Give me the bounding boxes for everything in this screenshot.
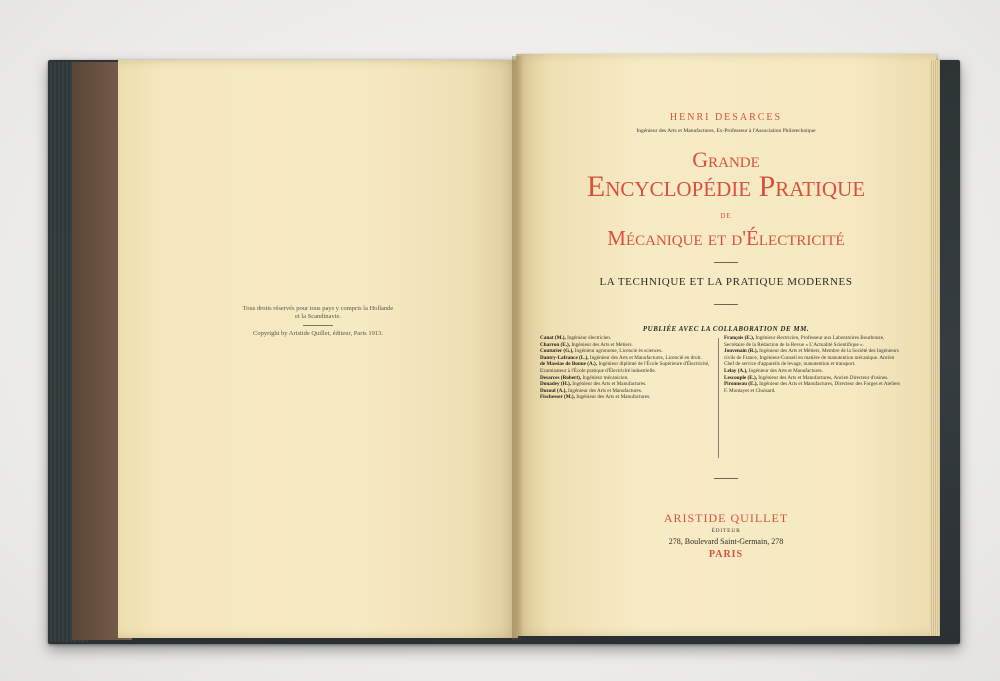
rights-line-2: et la Scandinavie. <box>294 313 342 320</box>
copyright-divider <box>303 325 333 326</box>
title-line-3: Mécanique et d'Électricité <box>607 226 845 250</box>
contributor-name: Canat (M.), <box>540 335 566 341</box>
contributor-entry <box>724 335 902 348</box>
left-page <box>118 60 518 638</box>
contributor-description: Ingénieur agronome, Licencié ès sciences. <box>573 348 663 355</box>
contributor-description: Ingénieur des Arts et Manufactures. <box>574 394 651 401</box>
contributor-entry <box>724 368 902 375</box>
contributor-name: Dantry-Lafrance (L.), <box>540 354 589 361</box>
author-credentials: Ingénieur des Arts et Manufactures, Ex-Professeur à l'Association Philotechnique <box>636 128 816 134</box>
contributor-description: Ingénieur des Arts et Manufactures, Licencié en droit. <box>588 354 702 361</box>
subtitle-divider <box>714 304 738 305</box>
title-de: DE <box>720 212 732 220</box>
contributor-name: Pironneau (E.), <box>724 381 758 388</box>
author-name: HENRI DESARCES <box>669 112 783 123</box>
contributor-name: Jouvenain (R.), <box>724 348 758 355</box>
contributor-description: Ingénieur des Arts et Manufactures, Ancien Directeur d'usines. <box>757 374 889 381</box>
imprint-divider <box>714 478 738 479</box>
copyright-line: Copyright by Aristide Quillet, éditeur, Paris 1913. <box>253 330 383 337</box>
subtitle: LA TECHNIQUE ET LA PRATIQUE MODERNES <box>599 276 853 288</box>
contributor-description: Ingénieur des Arts et Manufactures. <box>747 367 823 374</box>
contributor-name: de Massias de Bonne (A.), <box>540 361 598 368</box>
contributor-description: Ingénieur des Arts et Manufactures, Directeur des Forges et Ateliers F. Montayer et Choisard. <box>724 381 901 394</box>
contributor-name: Lelay (A.), <box>724 367 748 374</box>
contributors-right-column <box>724 335 902 394</box>
contributor-entry <box>540 394 718 401</box>
contributor-description: Ingénieur électricien, Professeur aux Laboratoires Bourbouze, Secrétaire de la Rédaction de la Revue « L'Actualité Scientifique ». <box>724 335 885 348</box>
contributors-left-column <box>540 335 718 401</box>
contributor-entry <box>540 335 718 342</box>
title-divider <box>714 262 738 263</box>
contributor-entry <box>724 348 902 368</box>
contributor-description: Ingénieur des Arts et Métiers. <box>570 341 633 348</box>
contributor-description: Ingénieur mécanicien. <box>581 374 629 381</box>
book-gutter <box>512 56 522 640</box>
publisher-address: 278, Boulevard Saint-Germain, 278 <box>668 537 784 546</box>
contributor-name: François (E.), <box>724 335 755 341</box>
collaboration-heading: PUBLIÉE AVEC LA COLLABORATION DE MM. <box>642 325 810 333</box>
contributor-entry <box>540 381 718 388</box>
title-line-1: Grande <box>692 147 760 172</box>
contributor-description: Ingénieur des Arts et Manufactures. <box>570 381 647 388</box>
contributor-description: Ingénieur des Arts et Manufactures. <box>566 387 643 394</box>
publisher-city: PARIS <box>708 549 744 560</box>
column-divider <box>718 338 719 458</box>
contributor-name: Charron (E.), <box>540 341 571 348</box>
copyright-block <box>218 305 418 338</box>
contributor-description: Ingénieur des Arts et Métiers, Membre de la Société des Ingénieurs civils de France, Ingénieur-Conseil en matière de manutention mécanique. Ancien Chef de service d'appareils de levage, manutention et transport. <box>724 348 899 368</box>
publisher-name: ARISTIDE QUILLET <box>663 511 789 525</box>
contributor-name: Couturier (G.), <box>540 348 574 355</box>
contributor-name: Dozoul (A.), <box>540 387 567 394</box>
contributor-entry <box>540 361 718 374</box>
contributor-name: Fischesser (M.), <box>540 394 575 401</box>
contributor-name: Donadey (H.), <box>540 381 571 388</box>
publisher-role: ÉDITEUR <box>711 528 741 534</box>
contributor-description: Ingénieur diplômé de l'École Supérieure d'Électricité, Examinateur à l'École pratique d'Électricité industrielle. <box>540 361 710 374</box>
page-edges <box>930 60 940 636</box>
contributor-name: Lescouple (E.), <box>724 374 757 381</box>
contributor-name: Desarces (Robert), <box>540 374 582 381</box>
contributor-description: Ingénieur électricien. <box>565 335 612 341</box>
contributor-entry <box>540 348 718 355</box>
contributor-entry <box>724 381 902 394</box>
title-line-2: Encyclopédie Pratique <box>586 170 866 203</box>
rights-line-1: Tous droits réservés pour tous pays y compris la Hollande <box>242 305 394 312</box>
